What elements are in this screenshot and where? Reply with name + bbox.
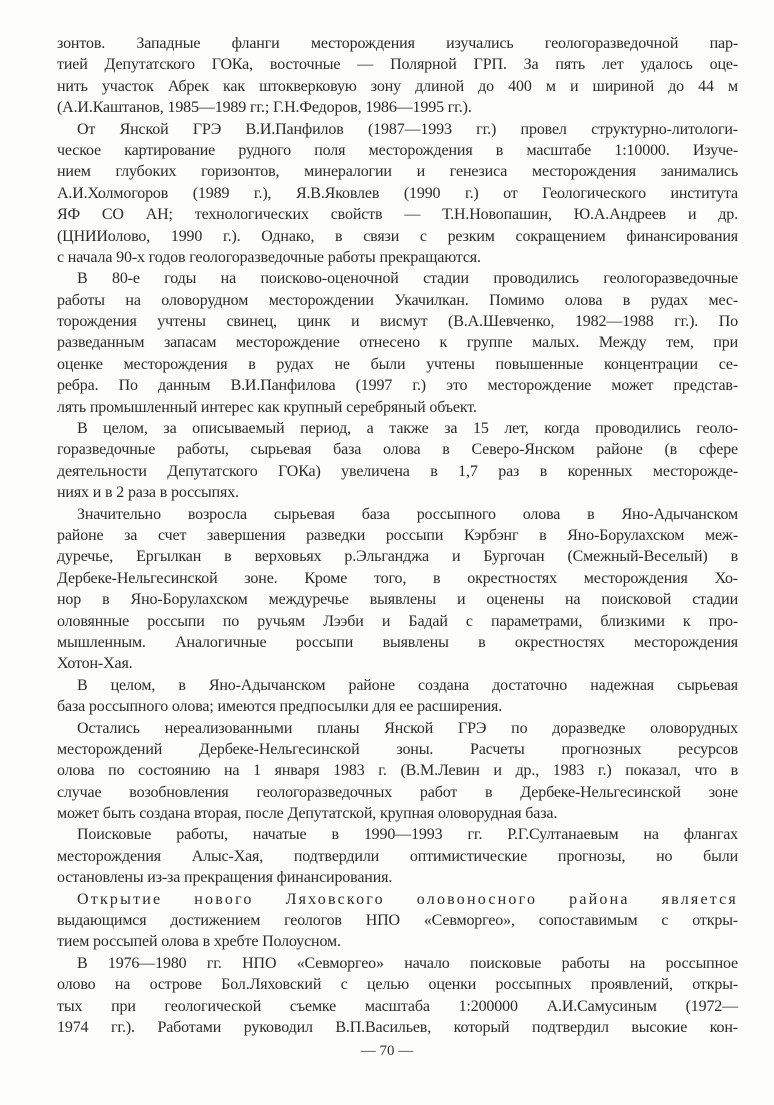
text-line: тием россыпей олова в хребте Полоусном.	[57, 933, 341, 951]
text-line: ниях и в 2 раза в россыпях.	[57, 484, 239, 502]
text-line: тых при геологической съемке масштаба 1:200000 А.И.Самусиным (1972—	[57, 997, 738, 1015]
text-line: Хотон-Хая.	[57, 655, 133, 673]
paragraph	[57, 33, 738, 119]
paragraph	[57, 268, 738, 418]
text-line: разведанным запасам месторождение отнесено к группе малых. Между тем, при	[57, 334, 738, 352]
text-line: Поисковые работы, начатые в 1990—1993 гг. Р.Г.Султанаевым на флангах	[77, 826, 738, 844]
text-line: оценке месторождения в рудах не были учтены повышенные концентрации се-	[57, 355, 738, 373]
text-line: ческое картирование рудного поля месторождения в масштабе 1:10000. Изуче-	[57, 141, 738, 159]
text-line: (А.И.Каштанов, 1985—1989 гг.; Г.Н.Федоров, 1986—1995 гг.).	[57, 99, 472, 117]
text-line: В целом, за описываемый период, а также за 15 лет, когда проводились геоло-	[77, 420, 738, 438]
text-line: А.И.Холмогоров (1989 г.), Я.В.Яковлев (1990 г.) от Геологического института	[57, 184, 738, 202]
text-line: база россыпного олова; имеются предпосылки для ее расширения.	[57, 698, 503, 716]
text-line: олова по состоянию на 1 января 1983 г. (В.М.Левин и др., 1983 г.) показал, что в	[57, 762, 738, 780]
paragraph	[57, 504, 738, 675]
text-line: нием глубоких горизонтов, минералогии и генезиса месторождения занимались	[57, 163, 738, 181]
text-line: Остались нереализованными планы Янской ГРЭ по доразведке оловорудных	[77, 719, 738, 737]
text-line: тией Депутатского ГОКа, восточные — Полярной ГРП. За пять лет удалось оце-	[57, 56, 738, 74]
text-line: олово на острове Бол.Ляховский с целью оценки россыпных проявлений, откры-	[57, 976, 738, 994]
text-line: мышленным. Аналогичные россыпи выявлены в окрестностях месторождения	[57, 633, 738, 651]
text-line: В целом, в Яно-Адычанском районе создана достаточно надежная сырьевая	[77, 676, 738, 694]
text-line: ребра. По данным В.И.Панфилова (1997 г.) это месторождение может представ-	[57, 377, 738, 395]
text-line: может быть создана вторая, после Депутатской, крупная оловорудная база.	[57, 805, 558, 823]
text-line: Открытие нового Ляховского оловоносного района является	[77, 890, 738, 908]
text-line: 1974 гг.). Работами руководил В.П.Васильев, который подтвердил высокие кон-	[57, 1018, 738, 1036]
text-line: В 1976—1980 гг. НПО «Севморгео» начало поисковые работы на россыпное	[77, 954, 738, 972]
text-line: месторождения Алыс-Хая, подтвердили оптимистические прогнозы, но были	[57, 847, 738, 865]
text-line: месторождений Дербеке-Нельгесинской зоны. Расчеты прогнозных ресурсов	[57, 740, 738, 758]
text-line: лять промышленный интерес как крупный серебряный объект.	[57, 398, 477, 416]
text-line: случае возобновления геологоразведочных работ в Дербеке-Нельгесинской зоне	[57, 783, 738, 801]
text-line: остановлены из-за прекращения финансирования.	[57, 869, 393, 887]
text-line: нить участок Абрек как штокверковую зону длиной до 400 м и шириной до 44 м	[57, 77, 738, 95]
paragraph	[57, 824, 738, 888]
text-line: деятельности Депутатского ГОКа) увеличена в 1,7 раз в коренных месторожде-	[57, 462, 738, 480]
text-line: нор в Яно-Борулахском междуречье выявлены и оценены на поисковой стадии	[57, 591, 738, 609]
text-line: ЯФ СО АН; технологических свойств — Т.Н.Новопашин, Ю.А.Андреев и др.	[57, 206, 738, 224]
paragraph	[57, 119, 738, 269]
text-line: От Янской ГРЭ В.И.Панфилов (1987—1993 гг.) провел структурно-литологи-	[77, 120, 738, 138]
text-line: горазведочные работы, сырьевая база олова в Северо-Янском районе (в сфере	[57, 441, 738, 459]
paragraph	[57, 889, 738, 953]
text-line: оловянные россыпи по ручьям Лээби и Бадай с параметрами, близкими к про-	[57, 612, 738, 630]
paragraph	[57, 675, 738, 718]
text-line: Дербеке-Нельгесинской зоне. Кроме того, в окрестностях месторождения Хо-	[57, 569, 738, 587]
paragraph	[57, 418, 738, 504]
paragraph	[57, 953, 738, 1039]
page-number: — 70 —	[360, 1043, 414, 1059]
text-line: с начала 90-х годов геологоразведочные работы прекращаются.	[57, 248, 481, 266]
text-line: зонтов. Западные фланги месторождения изучались геологоразведочной пар-	[57, 35, 738, 52]
text-line: выдающимся достижением геологов НПО «Севморгео», сопоставимым с откры-	[57, 912, 738, 930]
text-line: Значительно возросла сырьевая база россыпного олова в Яно-Адычанском	[77, 505, 738, 523]
text-line: торождения учтены свинец, цинк и висмут (В.А.Шевченко, 1982—1988 гг.). По	[57, 313, 738, 331]
paragraph	[57, 718, 738, 825]
text-line: (ЦНИИолово, 1990 г.). Однако, в связи с резким сокращением финансирования	[57, 227, 738, 245]
text-line: районе за счет завершения разведки россыпи Кэрбэнг в Яно-Борулахском меж-	[57, 526, 738, 544]
text-line: дуречье, Ергылкан в верховьях р.Эльганджа и Бургочан (Смежный-Веселый) в	[57, 548, 738, 566]
text-line: В 80-е годы на поисково-оценочной стадии проводились геологоразведочные	[77, 270, 738, 288]
page-body	[57, 33, 738, 1038]
text-line: работы на оловорудном месторождении Укачилкан. Помимо олова в рудах мес-	[57, 291, 738, 309]
